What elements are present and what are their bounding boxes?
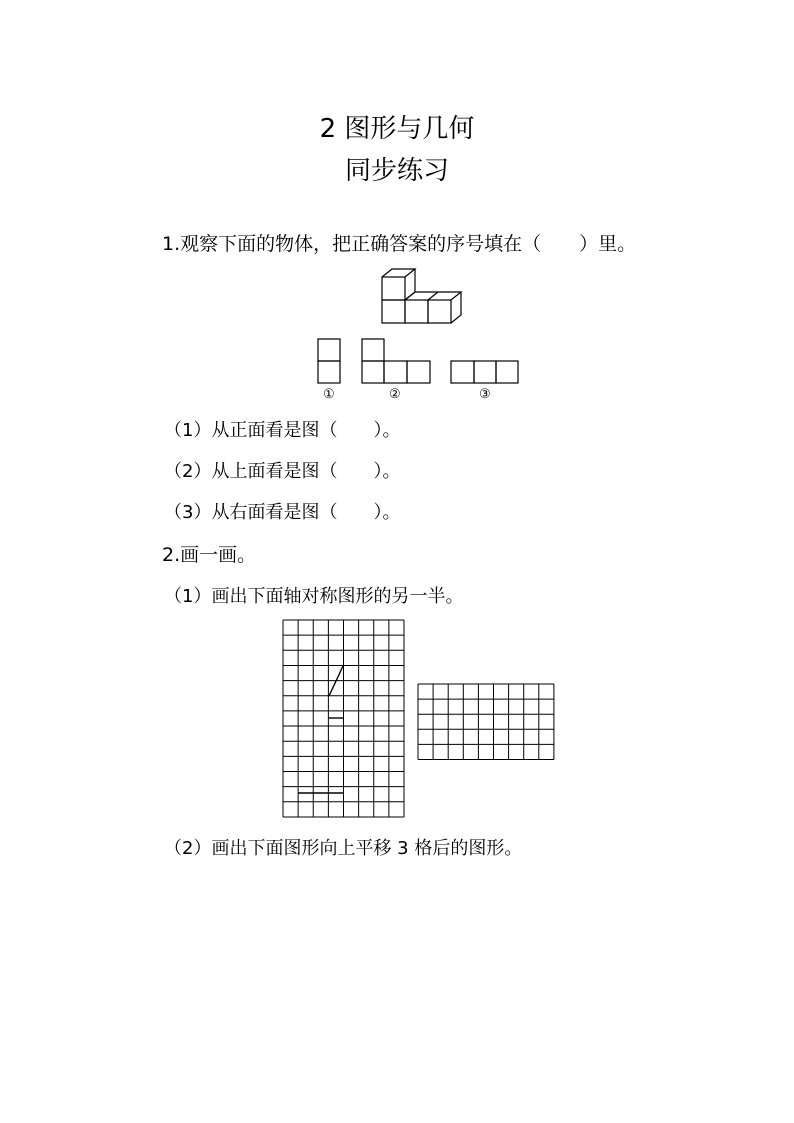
question-1-item-2: （2）从上面看是图（ ）。 <box>164 461 401 482</box>
question-1-item-3: （3）从右面看是图（ ）。 <box>164 502 401 523</box>
option-label-3: ③ <box>479 387 491 402</box>
option-label-1: ① <box>323 387 335 402</box>
question-1-item-1: （1）从正面看是图（ ）。 <box>164 420 401 441</box>
page-title: 2 图形与几何 <box>319 114 475 144</box>
question-2-part-2: （2）画出下面图形向上平移 3 格后的图形。 <box>164 838 523 859</box>
question-2-part-1: （1）画出下面轴对称图形的另一半。 <box>164 586 464 607</box>
page-subtitle: 同步练习 <box>344 156 449 186</box>
question-2-heading: 2.画一画。 <box>162 544 257 566</box>
option-label-2: ② <box>389 387 401 402</box>
question-1-prompt: 1.观察下面的物体，把正确答案的序号填在（ ）里。 <box>162 233 637 255</box>
